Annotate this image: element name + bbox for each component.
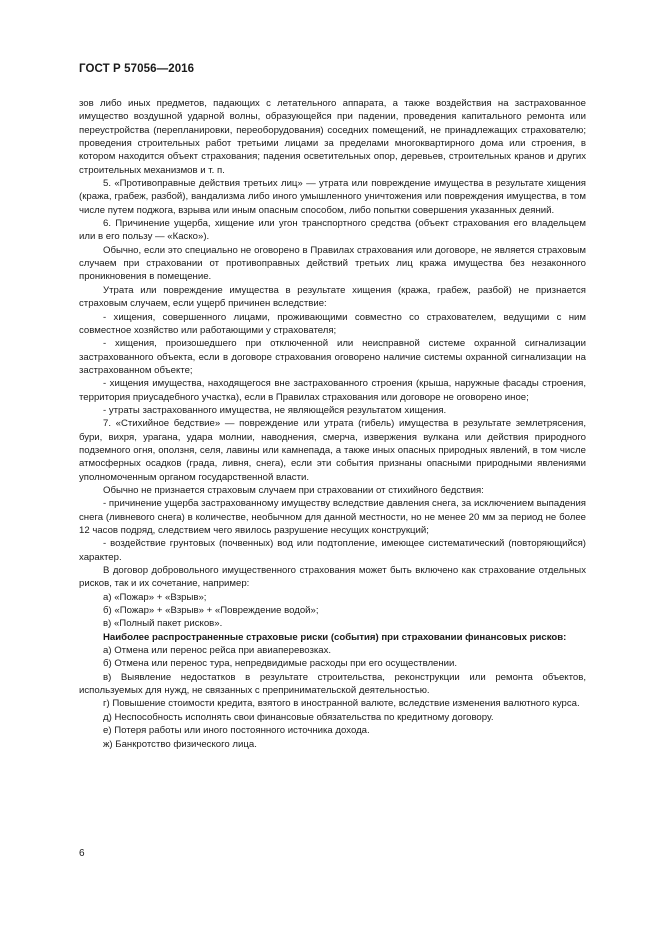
list-item: - воздействие грунтовых (почвенных) вод или подтопление, имеющее систематический (повторяющийся) характер. — [79, 538, 586, 563]
list-item: а) «Пожар» + «Взрыв»; — [103, 591, 207, 603]
list-item: в) Выявление недостатков в результате строительства, реконструкции или ремонта объектов, используемых для нужд, не связанных с препринимательской деятельностью. — [79, 671, 586, 697]
document-body — [79, 97, 586, 751]
list-item: ж) Банкротство физического лица. — [103, 738, 257, 750]
paragraph: Обычно, если это специально не оговорено в Правилах страхования или договоре, не является страховым случаем при страховании от противоправных действий третьих лиц кража имущества без незаконного проникновения в помещение. — [79, 244, 586, 283]
page-number: 6 — [79, 848, 85, 859]
paragraph-continuation: зов либо иных предметов, падающих с летательного аппарата, а также воздействия на застрахованное имущество воздушной ударной волны, образующейся при падении, проведения капитального ремонта или переустройства (перепланировки, переоборудования) соседних помещений, не принадлежащих страхователю; проведения строительных работ третьими лицами за пределами многоквартирного дома или строения, в котором находится объект страхования; падения осветительных опор, деревьев, строительных кранов и других строительных механизмов и т. п. — [79, 98, 586, 176]
paragraph-risk-7: 7. «Стихийное бедствие» — повреждение или утрата (гибель) имущества в результате землетрясения, бури, вихря, урагана, удара молнии, наводнения, смерча, извержения вулкана или действия природного подземного огня, оползня, селя, лавины или камнепада, а также иных опасных природных явлений, в том числе атмосферных осадков (града, ливня, снега), если эти события признаны опасными природными явлениями уполномоченным органом государственной власти. — [79, 418, 586, 483]
list-item: г) Повышение стоимости кредита, взятого в иностранной валюте, вследствие изменения валютного курса. — [103, 698, 580, 710]
list-item: б) «Пожар» + «Взрыв» + «Повреждение водой»; — [103, 605, 319, 617]
document-header: ГОСТ Р 57056—2016 — [79, 63, 195, 75]
list-item: б) Отмена или перенос тура, непредвидимые расходы при его осуществлении. — [103, 658, 458, 670]
list-item: - утраты застрахованного имущества, не являющейся результатом хищения. — [103, 404, 447, 416]
list-item: д) Неспособность исполнять свои финансовые обязательства по кредитному договору. — [103, 711, 494, 723]
list-item: - хищения имущества, находящегося вне застрахованного строения (крыша, наружные фасады строения, территория приусадебного участка), если в Правилах страхования или договоре не оговорено иное; — [79, 378, 586, 403]
paragraph-risk-5: 5. «Противоправные действия третьих лиц» — утрата или повреждение имущества в результате хищения (кража, грабеж, разбой), вандализма либо иного умышленного уничтожения или повреждения имущества, в том числе путем поджога, взрыва или иным опасным способом, либо попытки совершения указанных деяний. — [79, 178, 586, 216]
paragraph: Обычно не признается страховым случаем при страховании от стихийного бедствия: — [103, 484, 484, 496]
list-item: е) Потеря работы или иного постоянного источника дохода. — [103, 725, 370, 737]
list-item: - хищения, произошедшего при отключенной или неисправной системе охранной сигнализации застрахованного объекта, если в договоре страхования оговорено наличие системы охранной сигнализации на застрахованном объекте; — [79, 338, 586, 376]
section-heading: Наиболее распространенные страховые риски (события) при страховании финансовых рисков: — [103, 631, 567, 643]
list-item: в) «Полный пакет рисков». — [103, 618, 223, 630]
list-item: - хищения, совершенного лицами, проживающими совместно со страхователем, ведущими с ним совместное хозяйство или работающими у страхователя; — [79, 311, 586, 336]
paragraph: В договор добровольного имущественного страхования может быть включено как страхование отдельных рисков, так и их сочетание, например: — [79, 565, 586, 590]
list-item: а) Отмена или перенос рейса при авиаперевозках. — [103, 645, 332, 657]
paragraph: Утрата или повреждение имущества в результате хищения (кража, грабеж, разбой) не признается страховым случаем, если ущерб причинен вследствие: — [79, 284, 586, 310]
paragraph-risk-6: 6. Причинение ущерба, хищение или угон транспортного средства (объект страхования его владельцем или в его пользу — «Каско»). — [79, 218, 586, 243]
list-item: - причинение ущерба застрахованному имуществу вследствие давления снега, за исключением выпадения снега (ливневого снега) в количестве, необычном для данной местности, но не менее 20 мм за период не более 12 часов подряд, следствием чего явилось разрушение несущих конструкций; — [79, 498, 586, 536]
